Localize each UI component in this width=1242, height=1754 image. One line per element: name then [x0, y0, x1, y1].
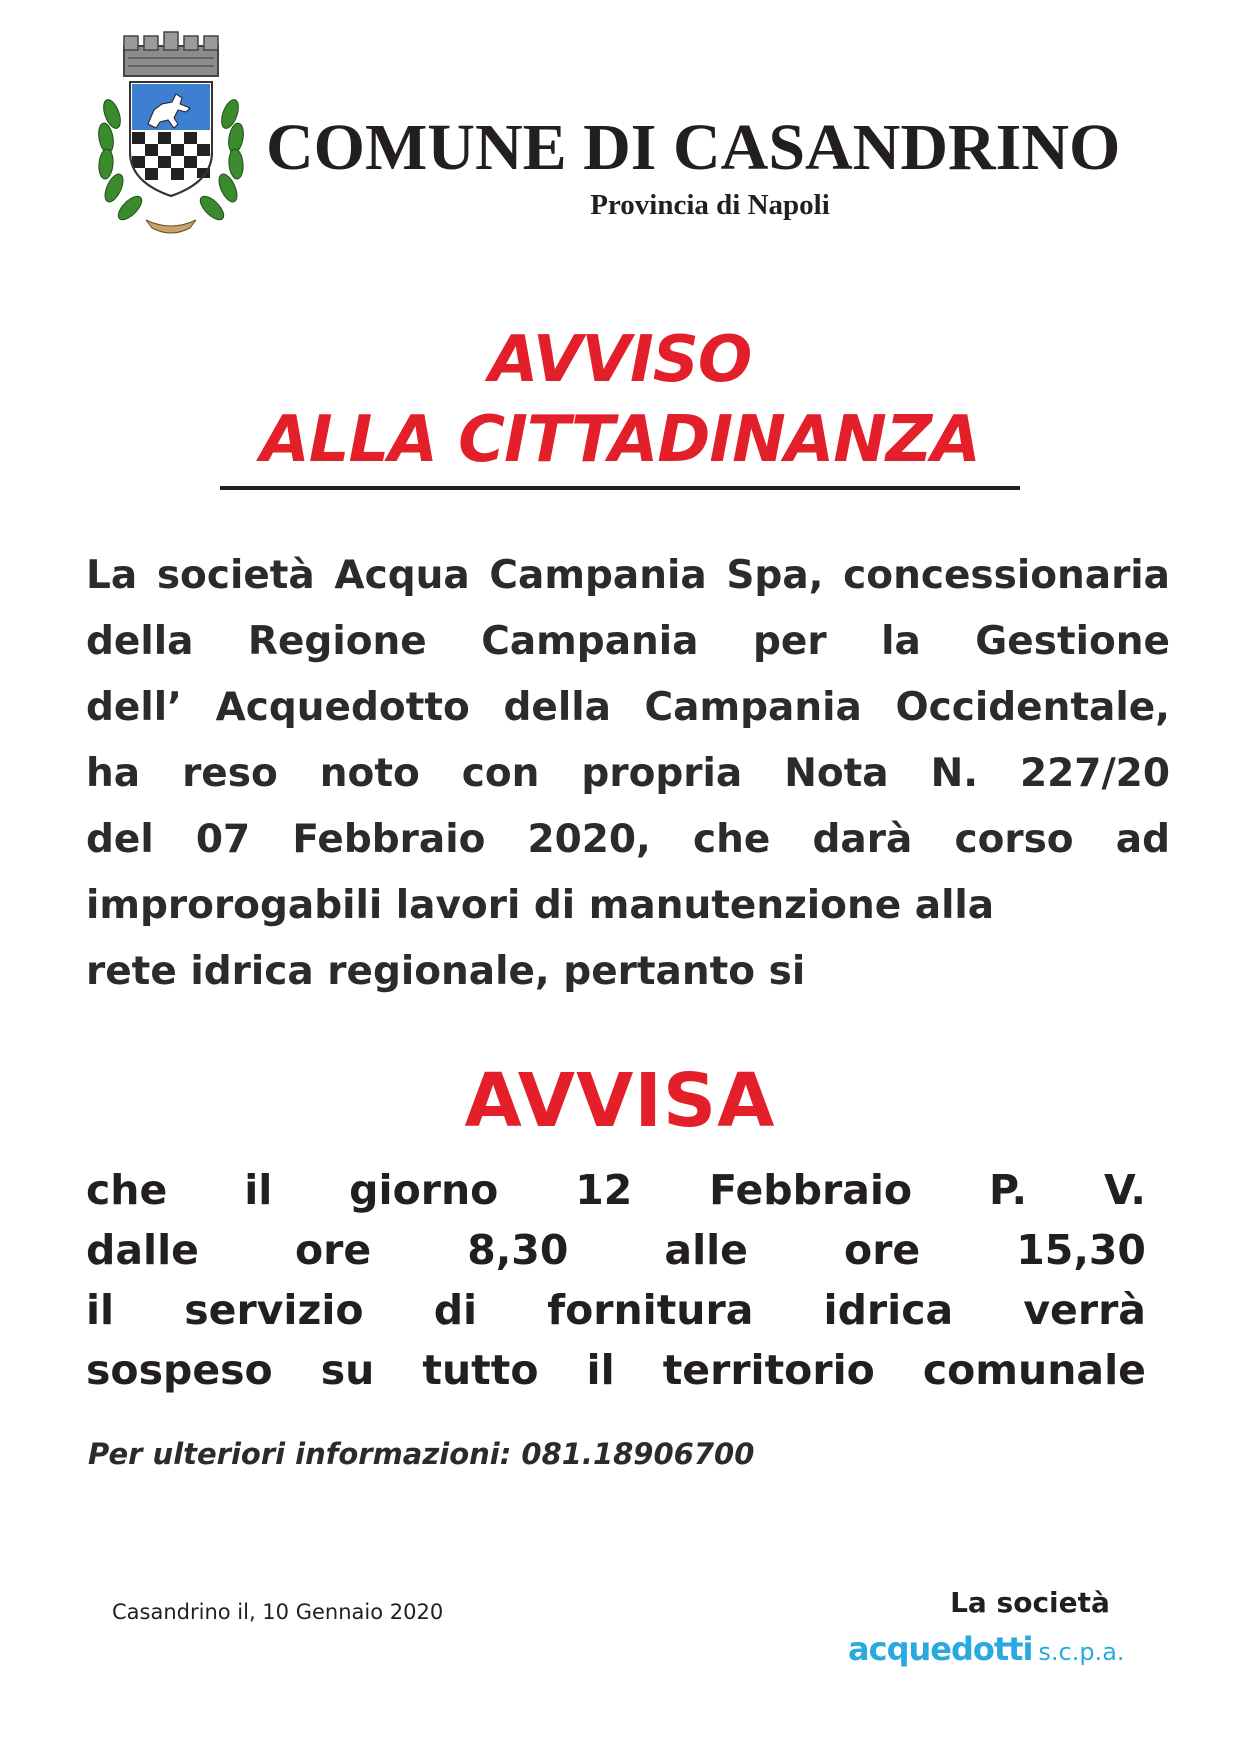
body-word: La	[86, 553, 138, 598]
body-word: 227/20	[1020, 751, 1170, 796]
avvisa-heading: AVVISA	[464, 1058, 776, 1144]
body-word: Campania	[644, 685, 862, 730]
notice-word: che	[86, 1166, 168, 1214]
notice-word: 15,30	[1016, 1226, 1146, 1274]
notice-word: dalle	[86, 1226, 199, 1274]
body-word: reso	[182, 751, 278, 796]
notice-title-line-2: ALLA CITTADINANZA	[260, 403, 980, 477]
body-word: corso	[954, 817, 1074, 862]
body-line	[86, 550, 1170, 602]
notice-word: comunale	[922, 1346, 1146, 1394]
notice-word: P.	[988, 1166, 1028, 1214]
body-word: con	[461, 751, 540, 796]
page-subtitle: Provincia di Napoli	[590, 189, 830, 221]
body-word: del	[86, 817, 154, 862]
body-word: darà	[812, 817, 913, 862]
company-logo	[848, 1630, 1178, 1676]
notice-word: alle	[664, 1226, 748, 1274]
notice-word: ore	[294, 1226, 372, 1274]
page-title: COMUNE DI CASANDRINO	[266, 111, 1121, 184]
body-word: Gestione	[975, 619, 1170, 664]
body-word: ad	[1115, 817, 1170, 862]
body-line: improrogabili lavori di manutenzione alla	[86, 883, 995, 928]
body-word: dell’	[86, 685, 182, 730]
body-line	[86, 814, 1170, 866]
body-word: società	[156, 553, 315, 598]
body-word: 07	[195, 817, 251, 862]
notice-word: su	[320, 1346, 375, 1394]
body-word: Febbraio	[292, 817, 486, 862]
body-line	[86, 682, 1170, 734]
notice-word: giorno	[349, 1166, 499, 1214]
contact-info: Per ulteriori informazioni: 081.18906700	[88, 1437, 755, 1471]
notice-word: il	[244, 1166, 273, 1214]
notice-word: 8,30	[467, 1226, 569, 1274]
notice-title-line-1: AVVISO	[488, 323, 752, 397]
notice-word: 12	[575, 1166, 633, 1214]
signature-label: La società	[950, 1586, 1110, 1619]
company-name: acquedotti	[848, 1630, 1033, 1668]
notice-line	[86, 1342, 1146, 1398]
body-word: che	[693, 817, 771, 862]
municipal-coat-of-arms-icon	[86, 28, 256, 238]
body-word: Nota	[784, 751, 889, 796]
body-line	[86, 616, 1170, 668]
body-word: Acqua	[334, 553, 470, 598]
body-word: della	[503, 685, 611, 730]
body-line	[86, 748, 1170, 800]
body-word: Acquedotto	[215, 685, 470, 730]
body-line: rete idrica regionale, pertanto si	[86, 949, 806, 994]
body-word: Campania	[481, 619, 699, 664]
body-word: per	[752, 619, 827, 664]
notice-word: V.	[1103, 1166, 1146, 1214]
company-suffix: s.c.p.a.	[1038, 1638, 1125, 1666]
notice-word: fornitura	[547, 1286, 754, 1334]
body-word: concessionaria	[843, 553, 1170, 598]
body-word: propria	[581, 751, 743, 796]
body-word: della	[86, 619, 194, 664]
body-word: la	[881, 619, 921, 664]
notice-line	[86, 1282, 1146, 1338]
notice-line	[86, 1222, 1146, 1278]
notice-word: sospeso	[86, 1346, 273, 1394]
notice-word: di	[433, 1286, 478, 1334]
body-word: Spa,	[726, 553, 824, 598]
date-line: Casandrino il, 10 Gennaio 2020	[112, 1600, 444, 1624]
body-word: 2020,	[527, 817, 651, 862]
notice-word: ore	[844, 1226, 921, 1274]
title-underline	[220, 486, 1020, 490]
body-word: Regione	[247, 619, 427, 664]
notice-word: il	[586, 1346, 615, 1394]
body-word: ha	[86, 751, 141, 796]
notice-word: verrà	[1023, 1286, 1146, 1334]
notice-word: il	[86, 1286, 115, 1334]
notice-word: tutto	[422, 1346, 539, 1394]
body-word: N.	[930, 751, 979, 796]
body-word: noto	[319, 751, 420, 796]
notice-word: Febbraio	[709, 1166, 913, 1214]
body-word: Campania	[489, 553, 707, 598]
body-word: Occidentale,	[895, 685, 1170, 730]
notice-word: servizio	[184, 1286, 364, 1334]
notice-line	[86, 1162, 1146, 1218]
notice-word: territorio	[662, 1346, 875, 1394]
notice-word: idrica	[823, 1286, 954, 1334]
